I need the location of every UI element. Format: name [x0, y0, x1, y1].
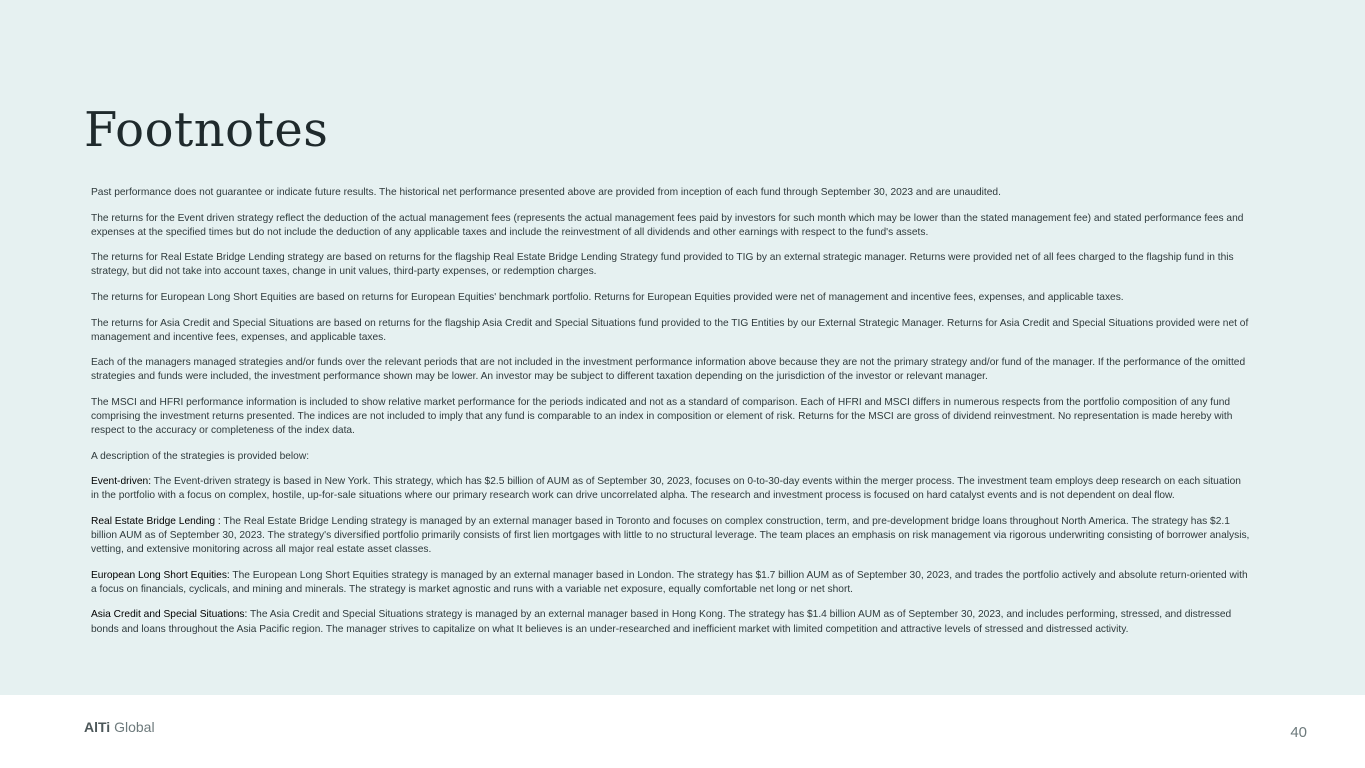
strategy-text: The Asia Credit and Special Situations strategy is managed by an external manager based in Hong Kong. The strategy has $1.4 billion AUM as of September 30, 2023, and includes performing, stressed, and distressed bonds and loans throughout the Asia Pacific region. The manager strives to capitalize on what It believes is an under-researched and inefficient market with limited competition and attractive levels of stressed and distressed activity.: [91, 609, 1232, 635]
footnote-paragraph: The returns for Real Estate Bridge Lending strategy are based on returns for the flagship Real Estate Bridge Lending Strategy fund provided to TIG by an external strategic manager. Returns were provided net of all fees charged to the flagship fund in this strategy, but did not take into account taxes, change in unit values, third-party expenses, or redemption charges.: [91, 252, 1234, 278]
footnote-paragraph: The returns for European Long Short Equities are based on returns for European Equities' benchmark portfolio. Returns for European Equities provided were net of management and incentive fees, expenses, and applicable taxes.: [91, 291, 1124, 303]
page-title: Footnotes: [84, 102, 329, 158]
slide-footer: [0, 695, 1365, 768]
footnote-paragraph: The returns for Asia Credit and Special Situations are based on returns for the flagship Asia Credit and Special Situations fund provided to the TIG Entities by our External Strategic Manager. Returns for Asia Credit and Special Situations provided were net of management and incentive fees, expenses, and applicable taxes.: [91, 317, 1249, 343]
strategy-text: The Event-driven strategy is based in New York. This strategy, which has $2.5 billion of AUM as of September 30, 2023, focuses on 0-to-30-day events within the merger process. The investment team employs deep research on each situation in the portfolio with a focus on complex, hostile, up-for-sale situations where our primary research work can drive uncorrelated alpha. The research and investment process is focused on hard catalyst events and is not dependent on deal flow.: [91, 476, 1241, 502]
strategy-description: [91, 475, 1251, 503]
strategy-text: The Real Estate Bridge Lending strategy is managed by an external manager based in Toronto and focuses on complex construction, term, and pre-development bridge loans throughout North America. The strategy has $2.1 billion AUM as of September 30, 2023. The strategy's diversified portfolio primarily consists of first lien mortgages with little to no structural leverage. The team places an emphasis on risk management via rigorous underwriting consisting of borrower analysis, vetting, and extensive monitoring across all major real estate asset classes.: [91, 516, 1250, 556]
footnote-paragraph: The returns for the Event driven strategy reflect the deduction of the actual management fees (represents the actual management fees paid by investors for such month which may be lower than the stated management fee) and stated performance fees and expenses at the specified times but do not include the deduction of any applicable taxes and include the reinvestment of all dividends and other earnings with respect to the fund's assets.: [91, 212, 1244, 238]
company-logo: [84, 719, 155, 735]
strategy-name: Asia Credit and Special Situations:: [91, 609, 248, 621]
strategy-description: [91, 569, 1251, 597]
logo-suffix: Global: [110, 719, 155, 735]
footnote-paragraph: Each of the managers managed strategies and/or funds over the relevant periods that are not included in the investment performance information above because they are not the primary strategy and/or fund of the manager. If the performance of the omitted strategies and funds were included, the investment performance shown may be lower. An investor may be subject to different taxation depending on the jurisdiction of the investor or relevant manager.: [91, 357, 1246, 383]
strategy-name: Real Estate Bridge Lending :: [91, 516, 221, 527]
strategy-description: [91, 515, 1251, 557]
strategy-name: Event-driven:: [91, 476, 152, 488]
strategy-text: The European Long Short Equities strategy is managed by an external manager based in London. The strategy has $1.7 billion AUM as of September 30, 2023, and trades the portfolio actively and absolute return-oriented with a focus on financials, cyclicals, and mining and minerals. The strategy is market agnostic and runs with a variable net exposure, equally comfortable net long or net short.: [91, 569, 1248, 595]
page-number: 40: [1290, 724, 1307, 741]
footnote-paragraph: A description of the strategies is provided below:: [91, 450, 310, 462]
strategy-name: European Long Short Equities:: [91, 569, 230, 581]
logo-brand: AlTi: [84, 719, 111, 735]
footnotes-body: [91, 186, 1251, 648]
strategy-description: [91, 608, 1251, 636]
footnote-paragraph: Past performance does not guarantee or indicate future results. The historical net performance presented above are provided from inception of each fund through September 30, 2023 and are unaudited.: [91, 187, 1001, 198]
footnote-paragraph: The MSCI and HFRI performance information is included to show relative market performance for the periods indicated and not as a standard of comparison. Each of HFRI and MSCI differs in numerous respects from the portfolio composition of any fund comprising the investment returns presented. The indices are not included to imply that any fund is comparable to an index in composition or element of risk. Returns for the MSCI are gross of dividend reinvestment. No representation is made hereby with respect to the accuracy or completeness of the index data.: [91, 396, 1233, 437]
